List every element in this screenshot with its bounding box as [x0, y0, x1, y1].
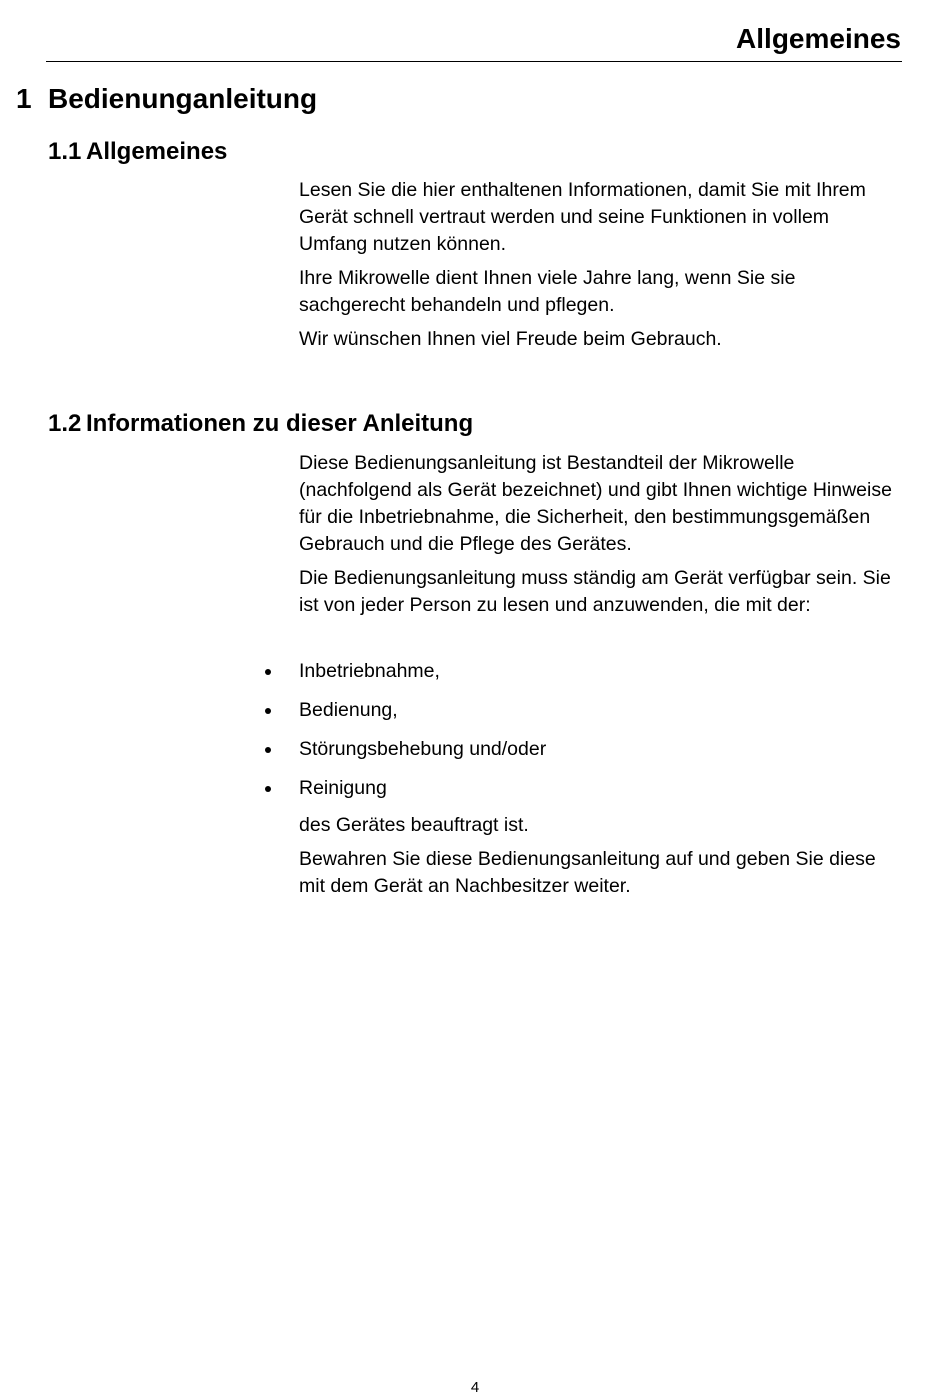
- bullet-marker: [265, 747, 271, 753]
- list-item: Inbetriebnahme,: [299, 660, 440, 682]
- section-heading-1-2: [48, 409, 473, 439]
- page-number: 4: [470, 1379, 480, 1396]
- paragraph: Wir wünschen Ihnen viel Freude beim Gebrauch.: [299, 328, 722, 350]
- paragraph: Diese Bedienungsanleitung ist Bestandteil der Mikrowelle (nachfolgend als Gerät bezeichnet) und gibt Ihnen wichtige Hinweise für die Inbetriebnahme, die Sicherheit, den bestimmungsgemäßen Gebrauch und die Pflege des Gerätes.: [299, 452, 892, 555]
- section-number: 1.2: [48, 410, 82, 437]
- chapter-number: 1: [16, 83, 32, 114]
- paragraph: des Gerätes beauftragt ist.: [299, 814, 529, 836]
- section-title: Allgemeines: [86, 138, 228, 165]
- chapter-heading: [16, 82, 317, 116]
- page-header-title: Allgemeines: [736, 23, 901, 54]
- paragraph: Die Bedienungsanleitung muss ständig am Gerät verfügbar sein. Sie ist von jeder Person zu lesen und anzuwenden, die mit der:: [299, 567, 891, 616]
- bullet-marker: [265, 708, 271, 714]
- bullet-marker: [265, 669, 271, 675]
- list-item: Reinigung: [299, 777, 387, 799]
- chapter-title: Bedienunganleitung: [48, 83, 318, 114]
- paragraph: Bewahren Sie diese Bedienungsanleitung auf und geben Sie diese mit dem Gerät an Nachbesitzer weiter.: [299, 848, 876, 897]
- section-title: Informationen zu dieser Anleitung: [86, 410, 474, 437]
- header-rule: [46, 61, 902, 62]
- list-item: Störungsbehebung und/oder: [299, 738, 547, 760]
- paragraph: Ihre Mikrowelle dient Ihnen viele Jahre lang, wenn Sie sie sachgerecht behandeln und pflegen.: [299, 267, 796, 316]
- section-number: 1.1: [48, 138, 82, 165]
- bullet-marker: [265, 786, 271, 792]
- section-heading-1-1: [48, 137, 227, 167]
- paragraph: Lesen Sie die hier enthaltenen Informationen, damit Sie mit Ihrem Gerät schnell vertraut werden und seine Funktionen in vollem Umfang nutzen können.: [299, 179, 866, 255]
- list-item: Bedienung,: [299, 699, 398, 721]
